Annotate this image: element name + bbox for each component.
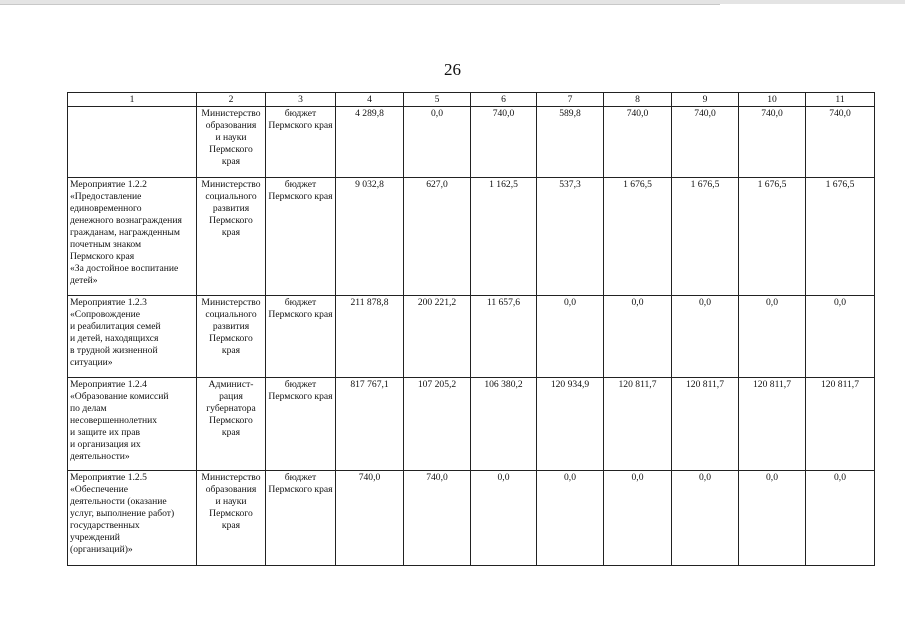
value-cell: 200 221,2 <box>404 296 471 378</box>
executor-cell-line: Пермского <box>209 508 253 519</box>
executor-cell <box>197 107 266 178</box>
funding-source-cell <box>266 178 336 296</box>
measure-name-cell-line: несовершеннолетних <box>70 415 158 426</box>
value-cell: 120 811,7 <box>739 378 806 471</box>
executor-cell-line: края <box>221 227 241 238</box>
executor-cell-line: Пермского <box>209 415 253 426</box>
value-cell: 740,0 <box>471 107 537 178</box>
budget-table <box>67 92 875 566</box>
executor-cell-line: и науки <box>215 132 247 143</box>
measure-name-cell-line: Мероприятие 1.2.3 <box>70 297 147 308</box>
executor-cell-line: губернатора <box>206 403 256 414</box>
executor-cell-line: развития <box>212 203 250 214</box>
funding-source-cell-line: Пермского края <box>268 391 333 402</box>
executor-cell-line: Министерство <box>201 297 261 308</box>
executor-cell-line: края <box>221 427 241 438</box>
measure-name-cell-line: единовременного <box>70 203 142 214</box>
executor-cell <box>197 378 266 471</box>
measure-name-cell-line: и реабилитация семей <box>70 321 161 332</box>
executor-cell <box>197 471 266 566</box>
executor-cell-line: Пермского <box>209 144 253 155</box>
table-row <box>68 378 875 471</box>
funding-source-cell-line: бюджет <box>284 108 317 119</box>
measure-name-cell-line: деятельности (оказание <box>70 496 167 507</box>
value-cell: 740,0 <box>404 471 471 566</box>
executor-cell-line: Пермского <box>209 215 253 226</box>
funding-source-cell-line: Пермского края <box>268 120 333 131</box>
header-cell: 4 <box>336 93 404 107</box>
funding-source-cell <box>266 378 336 471</box>
value-cell: 4 289,8 <box>336 107 404 178</box>
value-cell: 537,3 <box>537 178 604 296</box>
header-cell: 6 <box>471 93 537 107</box>
measure-name-cell-line: учреждений <box>70 532 120 543</box>
value-cell: 0,0 <box>471 471 537 566</box>
executor-cell-line: края <box>221 156 241 167</box>
measure-name-cell-line: по делам <box>70 403 107 414</box>
value-cell: 740,0 <box>604 107 672 178</box>
measure-name-cell-line: «Обеспечение <box>70 484 128 495</box>
executor-cell-line: социального <box>205 191 257 202</box>
executor-cell-line: и науки <box>215 496 247 507</box>
value-cell: 0,0 <box>672 296 739 378</box>
measure-name-cell <box>68 378 197 471</box>
header-cell: 7 <box>537 93 604 107</box>
executor-cell-line: развития <box>212 321 250 332</box>
value-cell: 0,0 <box>739 296 806 378</box>
executor-cell-line: края <box>221 345 241 356</box>
measure-name-cell <box>68 107 197 178</box>
measure-name-cell-line: почетным знаком <box>70 239 142 250</box>
measure-name-cell-line: Мероприятие 1.2.5 <box>70 472 147 483</box>
value-cell: 740,0 <box>739 107 806 178</box>
value-cell: 0,0 <box>604 296 672 378</box>
funding-source-cell-line: Пермского края <box>268 191 333 202</box>
header-cell: 10 <box>739 93 806 107</box>
executor-cell-line: края <box>221 520 241 531</box>
table-row <box>68 296 875 378</box>
budget-table-body <box>68 93 875 566</box>
measure-name-cell-line: денежного вознаграждения <box>70 215 182 226</box>
measure-name-cell-line: и организация их <box>70 439 141 450</box>
measure-name-cell-line: гражданам, награжденным <box>70 227 180 238</box>
measure-name-cell-line: Пермского края <box>70 251 135 262</box>
executor-cell <box>197 178 266 296</box>
funding-source-cell-line: бюджет <box>284 179 317 190</box>
value-cell: 120 934,9 <box>537 378 604 471</box>
funding-source-cell-line: бюджет <box>284 297 317 308</box>
measure-name-cell-line: в трудной жизненной <box>70 345 158 356</box>
value-cell: 627,0 <box>404 178 471 296</box>
executor-cell-line: социального <box>205 309 257 320</box>
measure-name-cell-line: ситуации» <box>70 357 113 368</box>
measure-name-cell-line: (организаций)» <box>70 544 133 555</box>
header-cell: 5 <box>404 93 471 107</box>
value-cell: 1 676,5 <box>806 178 875 296</box>
measure-name-cell <box>68 471 197 566</box>
funding-source-cell-line: бюджет <box>284 472 317 483</box>
measure-name-cell-line: «Образование комиссий <box>70 391 169 402</box>
measure-name-cell <box>68 296 197 378</box>
funding-source-cell-line: бюджет <box>284 379 317 390</box>
measure-name-cell <box>68 178 197 296</box>
value-cell: 11 657,6 <box>471 296 537 378</box>
executor-cell-line: Пермского <box>209 333 253 344</box>
executor-cell-line: Админист- <box>208 379 254 390</box>
value-cell: 0,0 <box>537 296 604 378</box>
value-cell: 0,0 <box>404 107 471 178</box>
funding-source-cell <box>266 107 336 178</box>
measure-name-cell-line: государственных <box>70 520 140 531</box>
value-cell: 0,0 <box>672 471 739 566</box>
funding-source-cell-line: Пермского края <box>268 484 333 495</box>
value-cell: 1 676,5 <box>672 178 739 296</box>
executor-cell-line: Министерство <box>201 472 261 483</box>
header-cell: 2 <box>197 93 266 107</box>
measure-name-cell-line: деятельности» <box>70 451 130 462</box>
executor-cell-line: образования <box>205 120 257 131</box>
value-cell: 211 878,8 <box>336 296 404 378</box>
executor-cell-line: рация <box>219 391 243 402</box>
header-cell: 9 <box>672 93 739 107</box>
measure-name-cell-line: и детей, находящихся <box>70 333 159 344</box>
table-row <box>68 107 875 178</box>
header-cell: 3 <box>266 93 336 107</box>
value-cell: 1 162,5 <box>471 178 537 296</box>
funding-source-cell-line: Пермского края <box>268 309 333 320</box>
measure-name-cell-line: услуг, выполнение работ) <box>70 508 175 519</box>
measure-name-cell-line: Мероприятие 1.2.4 <box>70 379 147 390</box>
executor-cell-line: образования <box>205 484 257 495</box>
value-cell: 589,8 <box>537 107 604 178</box>
executor-cell-line: Министерство <box>201 179 261 190</box>
value-cell: 0,0 <box>537 471 604 566</box>
value-cell: 120 811,7 <box>806 378 875 471</box>
measure-name-cell-line: и защите их прав <box>70 427 140 438</box>
value-cell: 120 811,7 <box>604 378 672 471</box>
measure-name-cell-line: «Предоставление <box>70 191 142 202</box>
value-cell: 0,0 <box>604 471 672 566</box>
value-cell: 107 205,2 <box>404 378 471 471</box>
value-cell: 740,0 <box>672 107 739 178</box>
executor-cell-line: Министерство <box>201 108 261 119</box>
page-number: 26 <box>444 60 461 79</box>
value-cell: 1 676,5 <box>604 178 672 296</box>
funding-source-cell <box>266 296 336 378</box>
executor-cell <box>197 296 266 378</box>
funding-source-cell <box>266 471 336 566</box>
value-cell: 0,0 <box>806 296 875 378</box>
table-row <box>68 178 875 296</box>
measure-name-cell-line: детей» <box>70 275 98 286</box>
value-cell: 817 767,1 <box>336 378 404 471</box>
value-cell: 740,0 <box>336 471 404 566</box>
value-cell: 106 380,2 <box>471 378 537 471</box>
value-cell: 0,0 <box>739 471 806 566</box>
measure-name-cell-line: Мероприятие 1.2.2 <box>70 179 147 190</box>
value-cell: 120 811,7 <box>672 378 739 471</box>
scan-edge-line <box>0 4 720 5</box>
value-cell: 0,0 <box>806 471 875 566</box>
value-cell: 740,0 <box>806 107 875 178</box>
table-header-row <box>68 93 875 107</box>
measure-name-cell-line: «Сопровождение <box>70 309 141 320</box>
header-cell: 8 <box>604 93 672 107</box>
value-cell: 9 032,8 <box>336 178 404 296</box>
header-cell: 11 <box>806 93 875 107</box>
header-cell: 1 <box>68 93 197 107</box>
value-cell: 1 676,5 <box>739 178 806 296</box>
table-row <box>68 471 875 566</box>
measure-name-cell-line: «За достойное воспитание <box>70 263 179 274</box>
